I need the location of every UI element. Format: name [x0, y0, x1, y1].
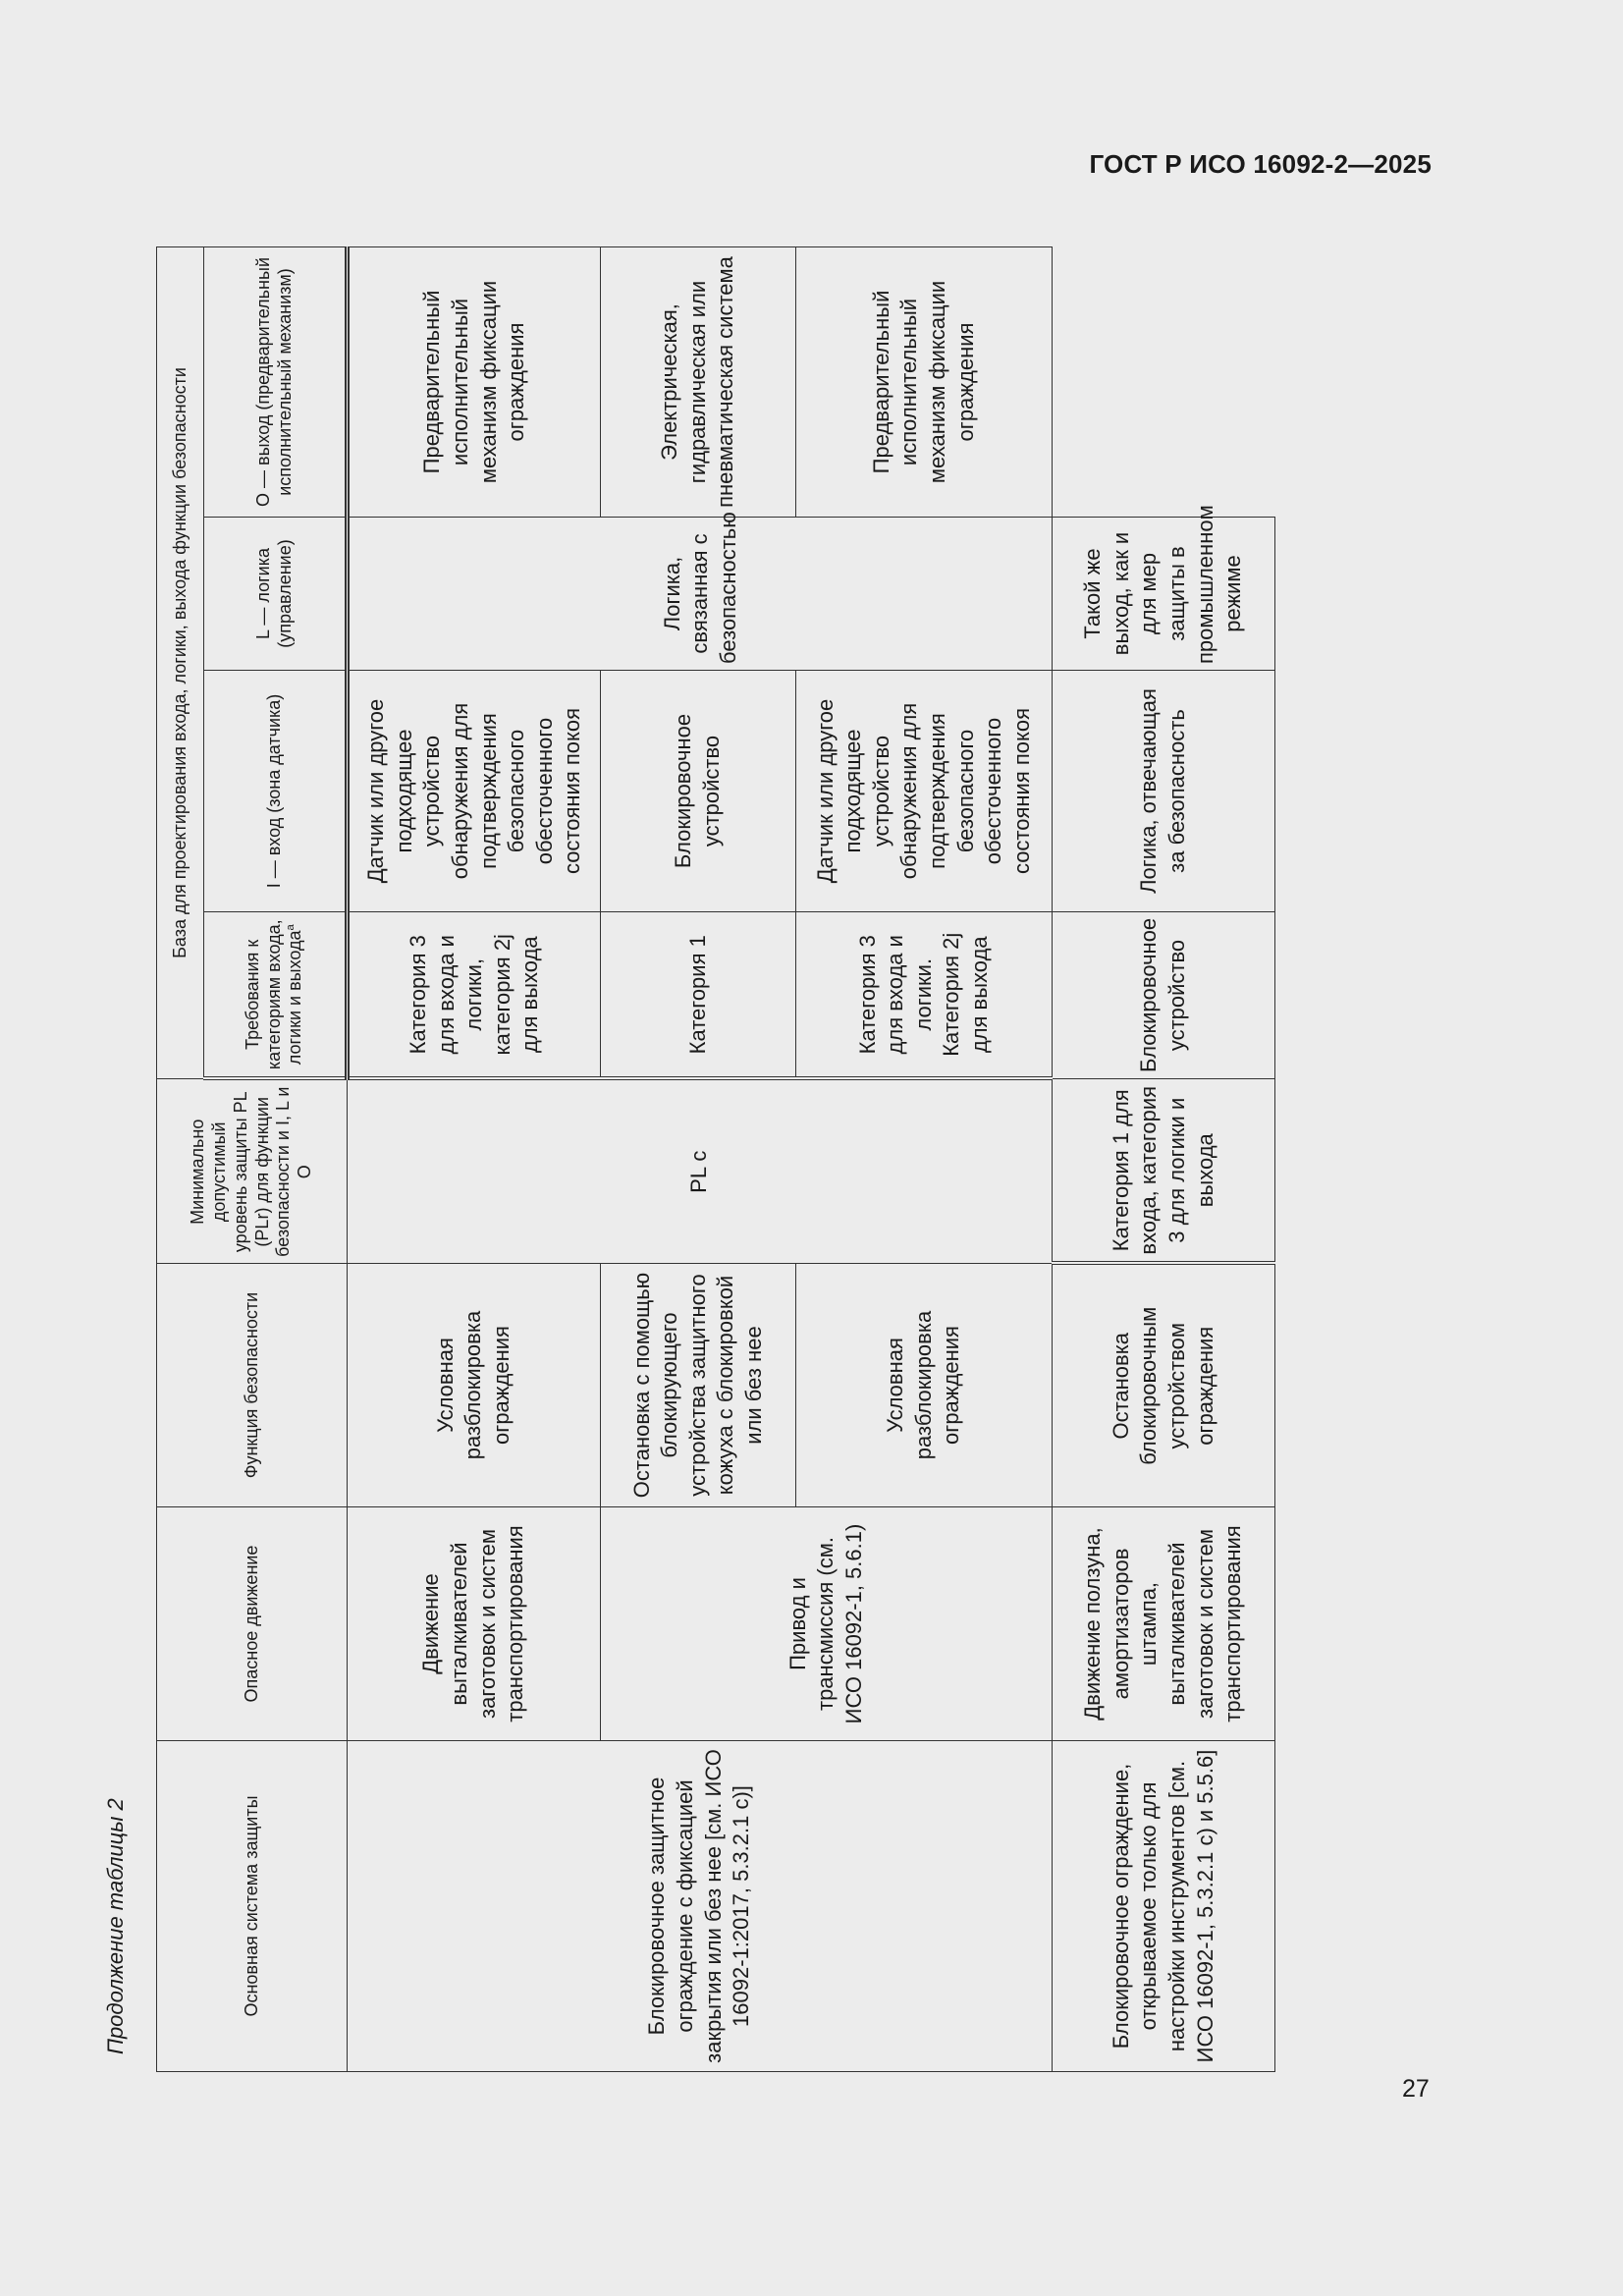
safety-table [156, 246, 1275, 2072]
header-category-requirements: Требования к категориям входа, логики и выхода$^a$ [204, 912, 348, 1079]
rotated-table-frame [103, 0, 1623, 2072]
cell-output: Электрическая, гидравлическая или пневматическая система [601, 246, 796, 517]
header-min-pl: Минимально допустимый уровень защиты PL (PLr) для функции безопасности и I, L и O [157, 1079, 348, 1264]
cell-category-requirements: Категория 3 для входа и логики. Категория 2j для выхода [796, 912, 1053, 1079]
cell-hazardous-motion: Движение ползуна, амортизаторов штампа, выталкивателей заготовок и систем транспортирования [1053, 1507, 1275, 1741]
cell-logic: Логика, связанная с безопасностью [348, 518, 1053, 671]
cell-safety-function: Условная разблокировка ограждения [796, 1264, 1053, 1507]
page-number: 27 [1402, 2075, 1430, 2103]
header-design-basis: База для проектирования входа, логики, выхода функции безопасности [157, 246, 204, 1078]
document-header: ГОСТ Р ИСО 16092-2—2025 [1089, 149, 1432, 179]
cell-safety-function: Остановка блокировочным устройством ограждения [1053, 1264, 1275, 1507]
cell-hazardous-motion: Движение выталкивателей заготовок и систем транспортирования [348, 1507, 601, 1741]
cell-input: Датчик или другое подходящее устройство обнаружения для подтверждения безопасного обесточенного состояния покоя [796, 671, 1053, 912]
cell-protection-system: Блокировочное ограждение, открываемое только для настройки инструментов [см. ИСО 16092-1, 5.3.2.1 c) и 5.5.6] [1053, 1741, 1275, 2072]
cell-safety-function: Остановка с помощью блокирующего устройства защитного кожуха с блокировкой или без нее [601, 1264, 796, 1507]
table-row [1053, 246, 1275, 2071]
continuation-title: Продолжение таблицы 2 [103, 1798, 128, 2054]
cell-min-pl: PL c [348, 1079, 1053, 1264]
header-safety-function: Функция безопасности [157, 1264, 348, 1507]
header-logic: L — логика (управление) [204, 518, 348, 671]
cell-input: Блокировочное устройство [1053, 912, 1275, 1079]
cell-logic: Логика, отвечающая за безопасность [1053, 671, 1275, 912]
cell-category-requirements: Категория 1 [601, 912, 796, 1079]
cell-protection-system: Блокировочное защитное ограждение с фиксацией закрытия или без нее [см. ИСО 16092-1:2017, 5.3.2.1 c)] [348, 1741, 1053, 2072]
cell-safety-function: Условная разблокировка ограждения [348, 1264, 601, 1507]
header-hazardous-motion: Опасное движение [157, 1507, 348, 1741]
cell-output: Такой же выход, как и для мер защиты в промышленном режиме [1053, 518, 1275, 671]
table-row [348, 246, 601, 2071]
header-output: О — выход (предварительный исполнительный механизм) [204, 246, 348, 517]
header-input: I — вход (зона датчика) [204, 671, 348, 912]
cell-output: Предварительный исполнительный механизм фиксации ограждения [796, 246, 1053, 517]
cell-output: Предварительный исполнительный механизм фиксации ограждения [348, 246, 601, 517]
footnote-marker: a [285, 924, 298, 931]
cell-category-requirements: Категория 3 для входа и логики, категория 2j для выхода [348, 912, 601, 1079]
cell-hazardous-motion: Привод и трансмиссия (см. ИСО 16092-1, 5.6.1) [601, 1507, 1053, 1741]
cell-input: Блокировочное устройство [601, 671, 796, 912]
header-protection-system: Основная система защиты [157, 1741, 348, 2072]
cell-category-requirements: Категория 1 для входа, категория 3 для логики и выхода [1053, 1079, 1275, 1264]
cell-input: Датчик или другое подходящее устройство обнаружения для подтверждения безопасного обесточенного состояния покоя [348, 671, 601, 912]
